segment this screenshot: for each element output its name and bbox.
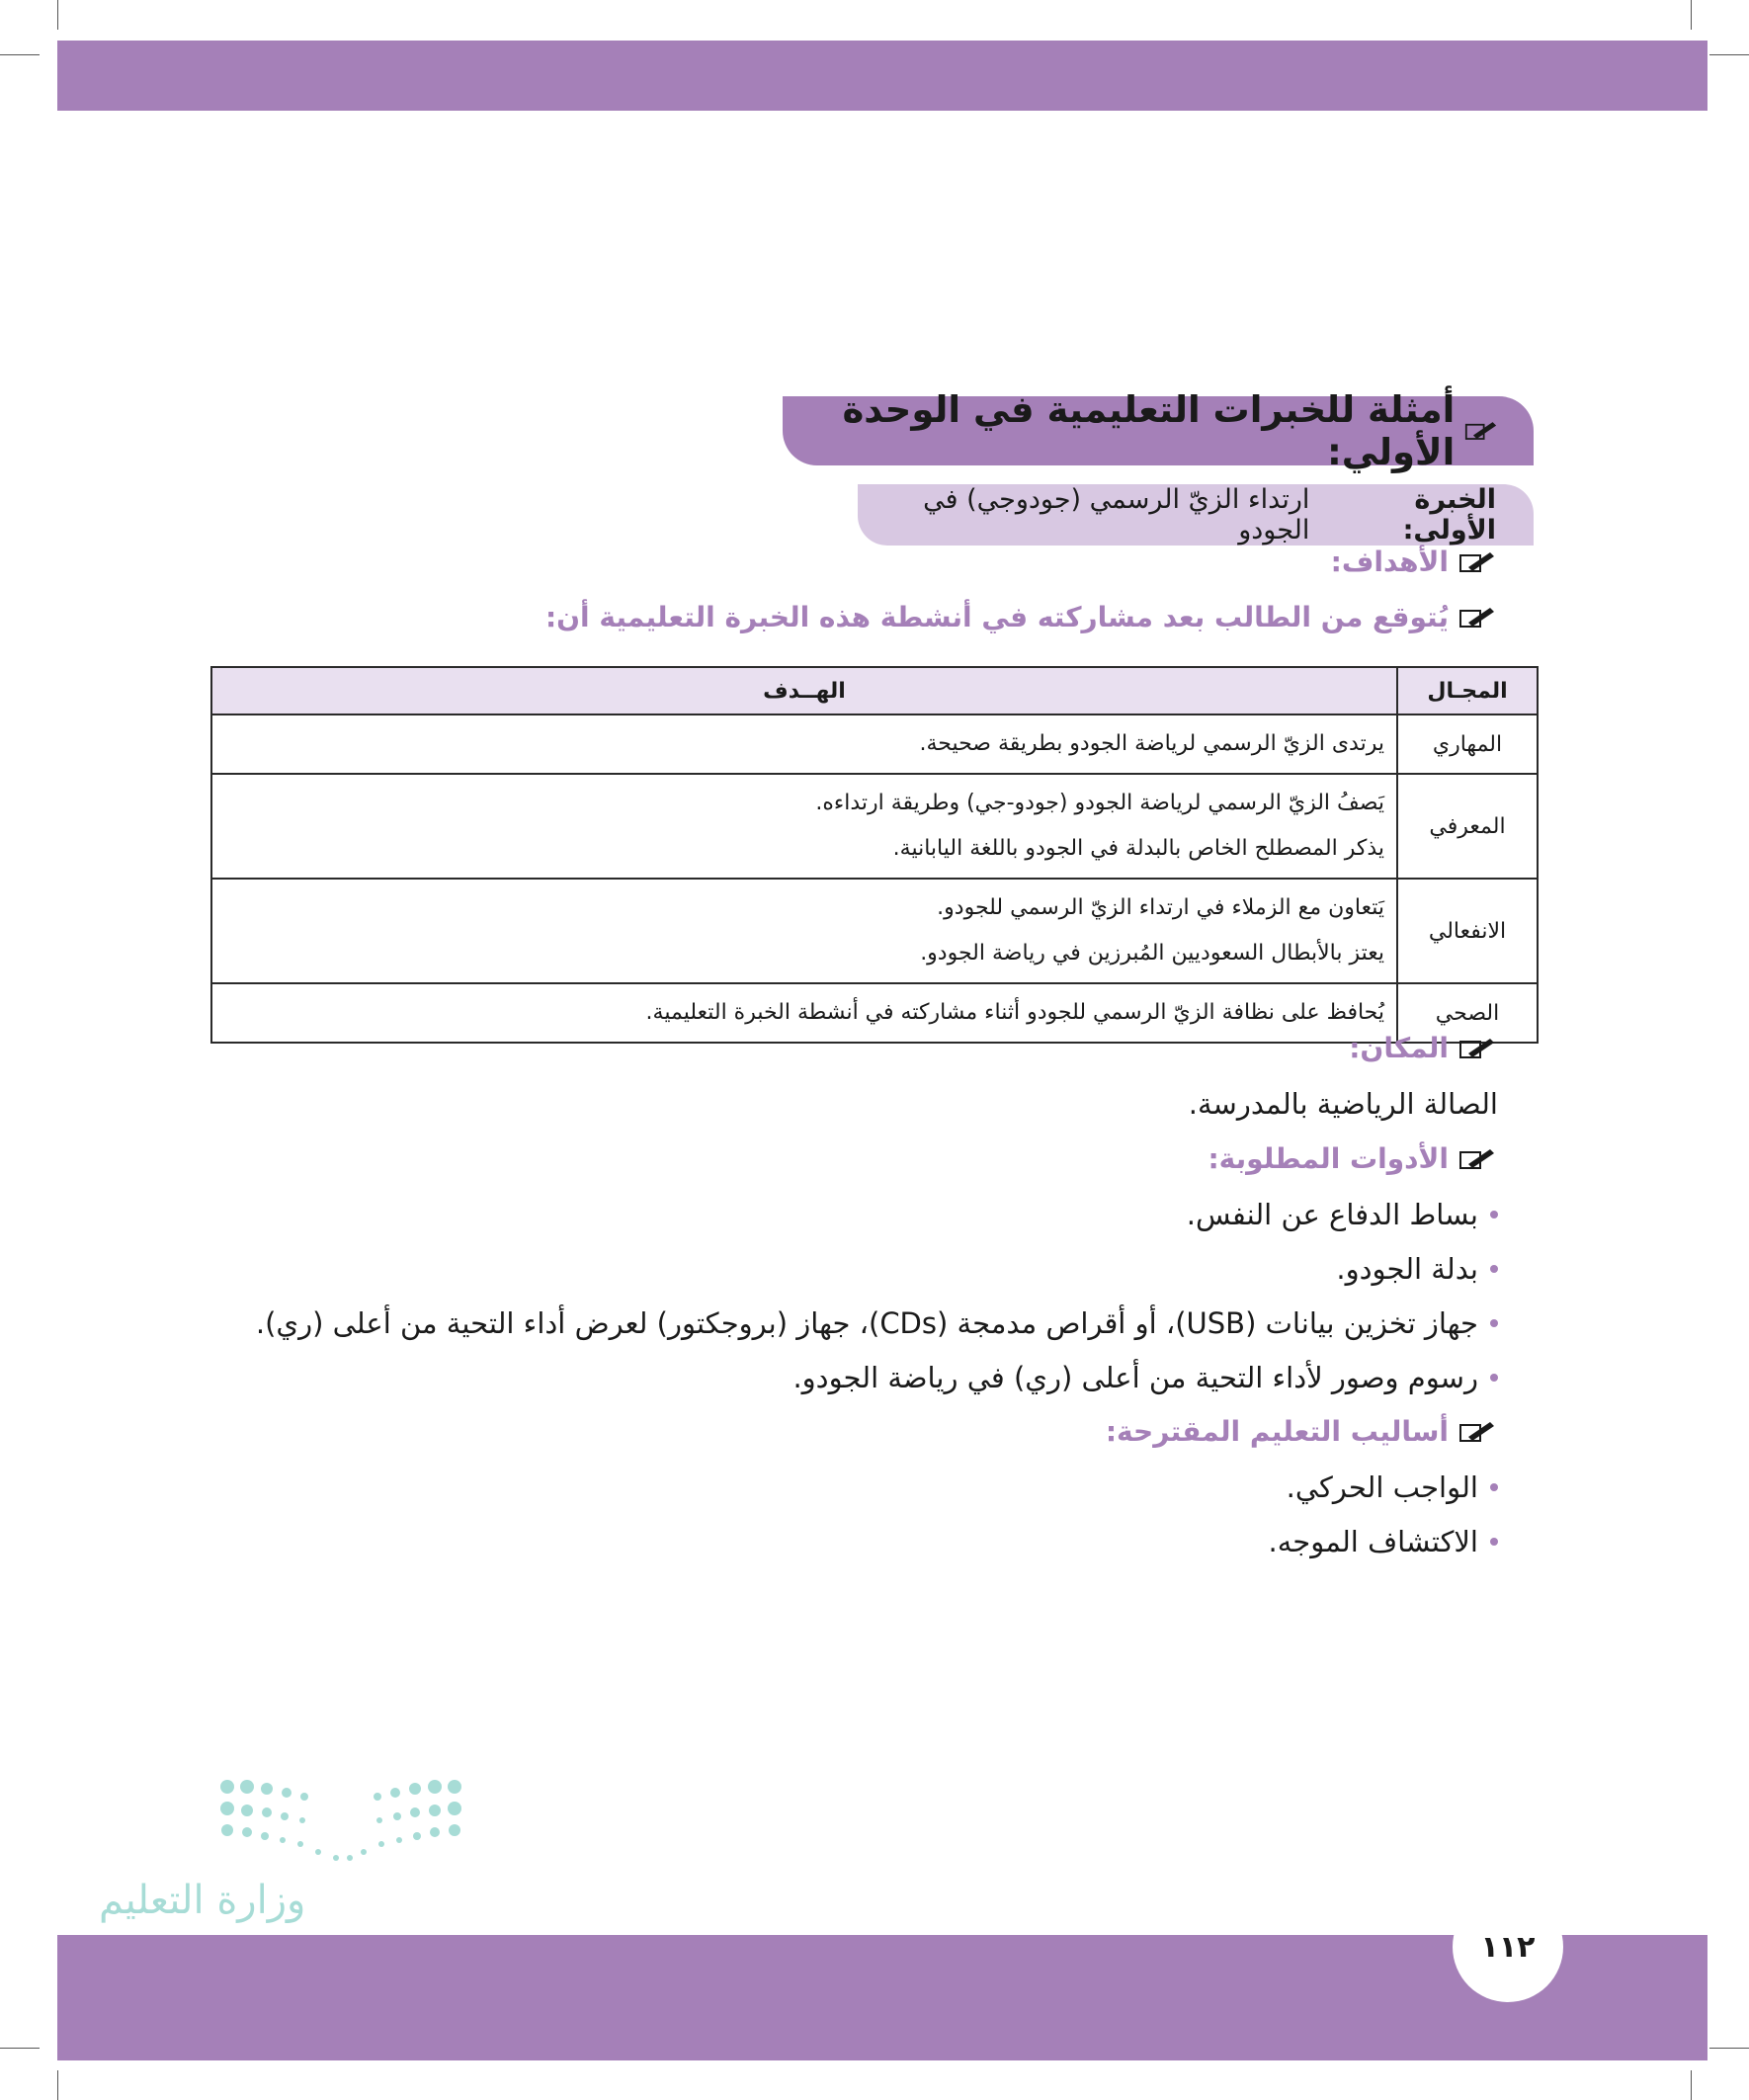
bullet-icon: [1490, 1211, 1498, 1218]
table-row: [211, 983, 1538, 1043]
table-cell-goals: [211, 774, 1397, 879]
experience-heading: [858, 484, 1534, 546]
bullet-icon: [1490, 1319, 1498, 1327]
section-title: أمثلة للخبرات التعليمية في الوحدة الأولي:: [842, 388, 1456, 473]
objectives-label: الأهداف:: [1330, 546, 1449, 578]
table-cell-domain: الانفعالي: [1397, 879, 1538, 983]
table-header-goal: الهــدف: [211, 667, 1397, 714]
place-value: الصالة الرياضية بالمدرسة.: [1188, 1087, 1498, 1121]
table-cell-goals: [211, 983, 1397, 1043]
list-item: [792, 1361, 1498, 1394]
list-item: [256, 1306, 1498, 1340]
objectives-intro: يُتوقع من الطالب بعد مشاركته في أنشطة هذه الخبرة التعليمية أن:: [544, 601, 1449, 633]
pen-writing-icon: [1458, 1036, 1498, 1061]
table-row: [211, 714, 1538, 774]
tool-item: رسوم وصور لأداء التحية من أعلى (ري) في رياضة الجودو.: [792, 1361, 1478, 1394]
crop-mark: [1691, 2070, 1692, 2100]
goal-text: يرتدى الزيّ الرسمي لرياضة الجودو بطريقة صحيحة.: [919, 731, 1384, 756]
crop-mark: [1709, 2048, 1749, 2049]
bullet-icon: [1490, 1483, 1498, 1491]
methods-label: أساليب التعليم المقترحة:: [1105, 1415, 1449, 1448]
method-item: الاكتشاف الموجه.: [1268, 1525, 1478, 1558]
table-header-row: [211, 667, 1538, 714]
goal-text: يَصفُ الزيّ الرسمي لرياضة الجودو (جودو-جي) وطريقة ارتداءه.: [815, 791, 1384, 815]
list-item: [1287, 1470, 1498, 1504]
list-item: [1336, 1252, 1498, 1286]
top-band: [57, 41, 1707, 111]
bullet-icon: [1490, 1374, 1498, 1382]
ministry-logo-text: وزارة التعليم: [99, 1878, 306, 1923]
crop-mark: [0, 2048, 40, 2049]
page-number: ١١٢: [1453, 1891, 1563, 2002]
crop-mark: [57, 2070, 58, 2100]
tools-label: الأدوات المطلوبة:: [1208, 1142, 1449, 1175]
list-item: [1269, 1525, 1498, 1558]
place-label: المكان:: [1349, 1032, 1449, 1064]
tool-item: بساط الدفاع عن النفس.: [1186, 1198, 1478, 1231]
list-item: [1187, 1198, 1498, 1231]
tool-item: بدلة الجودو.: [1336, 1252, 1478, 1286]
table-row: [211, 774, 1538, 879]
objectives-label-line: [1331, 546, 1498, 578]
table-cell-goals: [211, 879, 1397, 983]
table-cell-domain: الصحي: [1397, 983, 1538, 1043]
section-heading: [783, 388, 1534, 473]
experience-label: الخبرة الأولى:: [1402, 484, 1496, 546]
place-label-line: [1349, 1032, 1498, 1064]
table-cell-goals: [211, 714, 1397, 774]
pen-writing-icon: [1458, 1419, 1498, 1445]
goal-text: يُحافظ على نظافة الزيّ الرسمي للجودو أثناء مشاركته في أنشطة الخبرة التعليمية.: [645, 1000, 1384, 1025]
crop-mark: [1691, 0, 1692, 30]
crop-mark: [57, 0, 58, 30]
tools-label-line: [1208, 1142, 1498, 1175]
pen-writing-icon: [1458, 1146, 1498, 1172]
table-cell-domain: المعرفي: [1397, 774, 1538, 879]
pen-writing-icon: [1458, 549, 1498, 575]
bullet-icon: [1490, 1265, 1498, 1273]
crop-mark: [1709, 54, 1749, 55]
goal-text: يذكر المصطلح الخاص بالبدلة في الجودو باللغة اليابانية.: [892, 836, 1384, 861]
goal-text: يَتعاون مع الزملاء في ارتداء الزيّ الرسمي للجودو.: [937, 895, 1384, 920]
pen-writing-icon: [1458, 605, 1498, 630]
objectives-table: [210, 666, 1539, 1044]
bullet-icon: [1490, 1538, 1498, 1546]
pen-writing-icon: [1464, 418, 1500, 444]
methods-label-line: [1106, 1415, 1498, 1448]
objectives-intro-line: [545, 601, 1498, 633]
method-item: الواجب الحركي.: [1286, 1470, 1478, 1504]
tool-item: جهاز تخزين بيانات (USB)، أو أقراص مدمجة (CDs)، جهاز (بروجكتور) لعرض أداء التحية من أعلى (ري).: [255, 1306, 1478, 1340]
goal-text: يعتز بالأبطال السعوديين المُبرزين في رياضة الجودو.: [920, 941, 1384, 966]
table-row: [211, 879, 1538, 983]
experience-value: ارتداء الزيّ الرسمي (جودوجي) في الجودو: [923, 484, 1310, 546]
table-header-domain: المجـال: [1397, 667, 1538, 714]
crop-mark: [0, 54, 40, 55]
table-cell-domain: المهاري: [1397, 714, 1538, 774]
